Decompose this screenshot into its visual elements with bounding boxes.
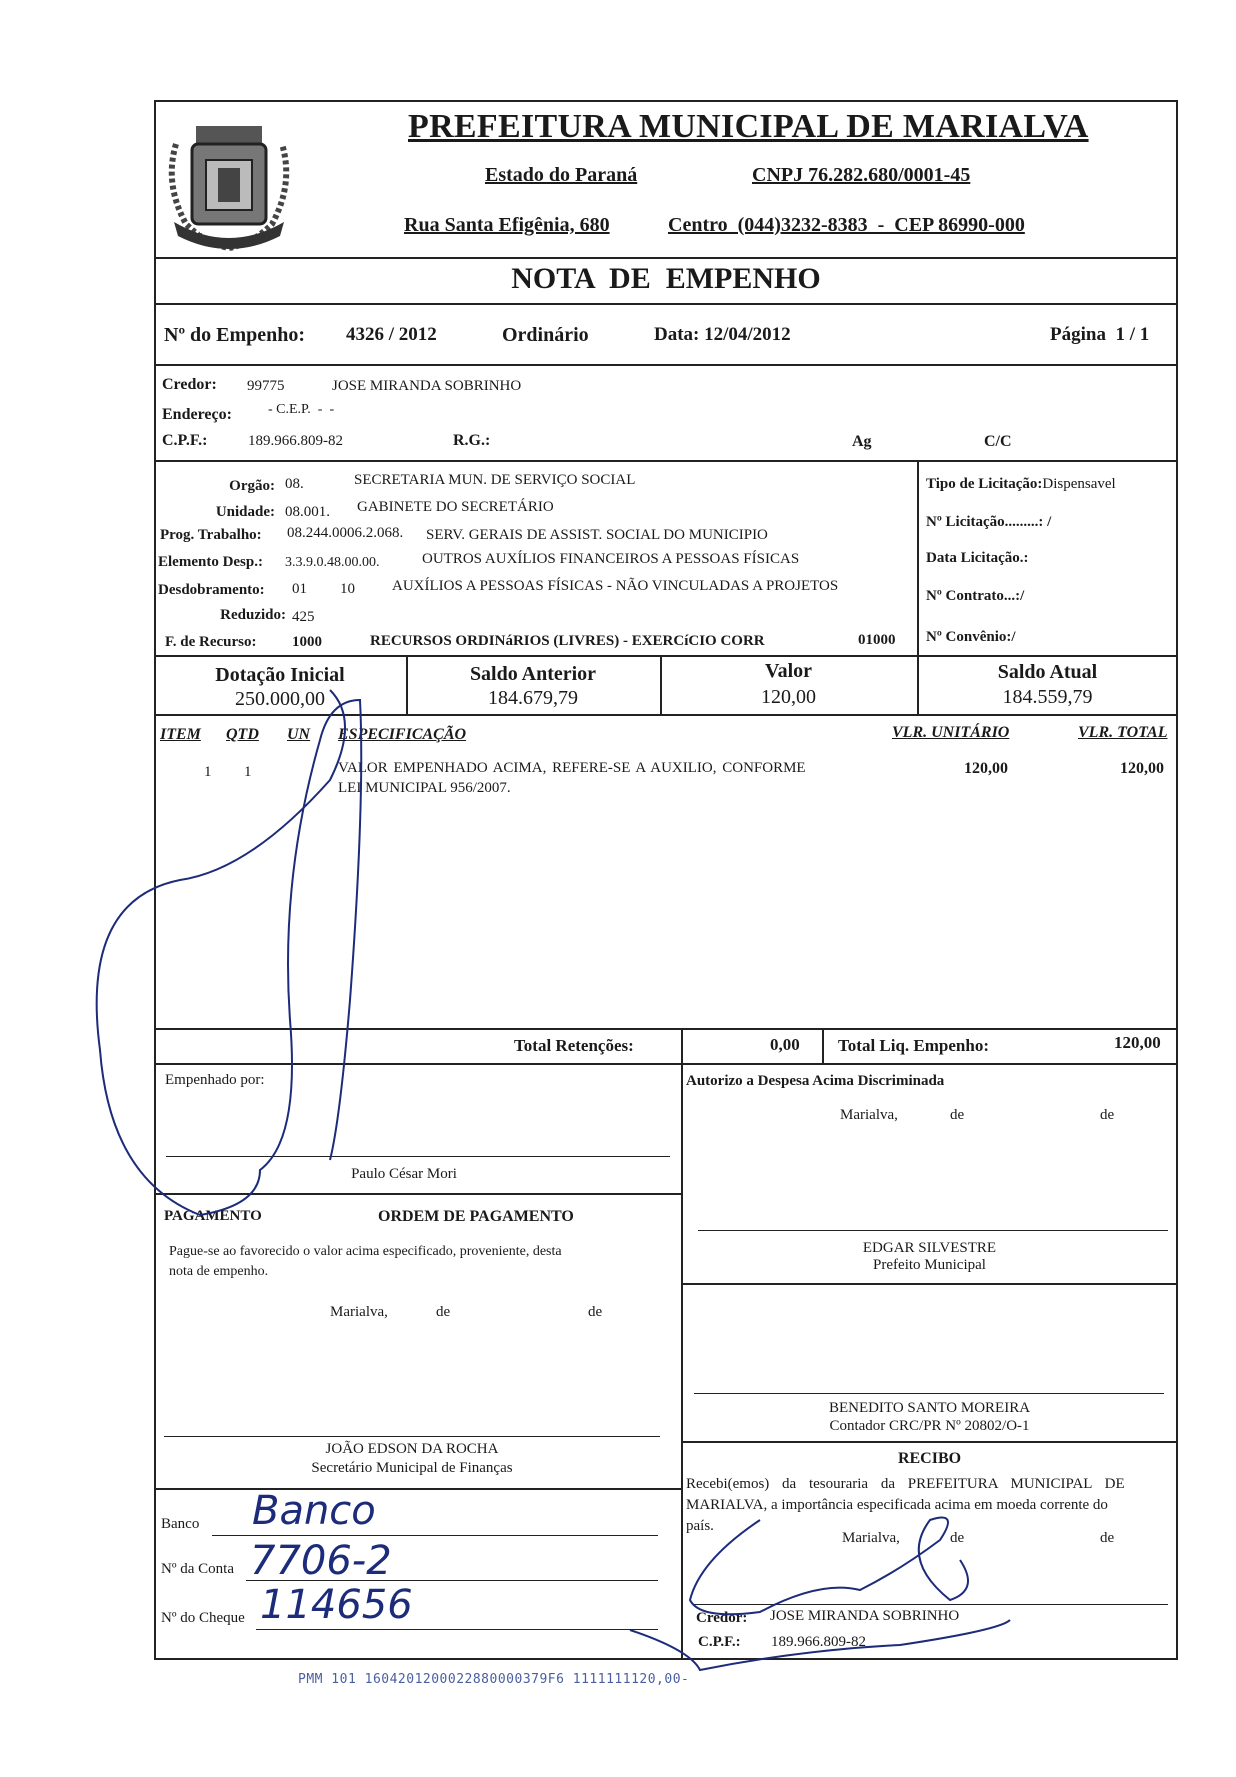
recibo-cpf-value: 189.966.809-82	[771, 1634, 866, 1650]
prog-desc: SERV. GERAIS DE ASSIST. SOCIAL DO MUNICIPIO	[426, 527, 768, 543]
conta-label: Nº da Conta	[161, 1561, 234, 1577]
col-especificacao: ESPECIFICAÇÃO	[338, 726, 467, 743]
item-desc-line2: LEI MUNICIPAL 956/2007.	[338, 780, 511, 796]
item-unit-value: 120,00	[964, 760, 1008, 777]
footer-machine-code: PMM 101 1604201200022880000379F6 1111111120,00-	[298, 1672, 690, 1687]
elemento-label: Elemento Desp.:	[158, 554, 263, 570]
col-qtd: QTD	[226, 726, 259, 743]
col-item: ITEM	[160, 726, 201, 743]
seal-banner-text: MARIALVA	[196, 224, 253, 236]
contador-role: Contador CRC/PR Nº 20802/O-1	[829, 1418, 1030, 1434]
address-contact: Centro (044)3232-8383 - CEP 86990-000	[668, 214, 1025, 236]
state-label: Estado do Paraná	[485, 164, 638, 186]
recibo-city: Marialva,	[842, 1530, 900, 1546]
total-liquido-value: 120,00	[1114, 1033, 1161, 1052]
fonte-desc: RECURSOS ORDINáRIOS (LIVRES) - EXERCíCIO CORR	[370, 633, 765, 649]
pagamento-de-2: de	[588, 1304, 603, 1320]
item-total-value: 120,00	[1120, 760, 1164, 777]
autorizo-label: Autorizo a Despesa Acima Discriminada	[686, 1073, 945, 1089]
credor-code: 99775	[247, 378, 285, 394]
recibo-text-line3: país.	[686, 1518, 714, 1534]
credor-name: JOSE MIRANDA SOBRINHO	[332, 378, 522, 394]
ordem-pagamento-label: ORDEM DE PAGAMENTO	[378, 1208, 574, 1225]
empenho-number-label: Nº do Empenho:	[164, 324, 306, 346]
pagamento-label: PAGAMENTO	[164, 1208, 262, 1224]
pagamento-text-line1: Pague-se ao favorecido o valor acima especificado, proveniente, desta	[169, 1244, 562, 1259]
autorizo-city: Marialva,	[840, 1107, 898, 1123]
desdobramento-desc: AUXÍLIOS A PESSOAS FÍSICAS - NÃO VINCULADAS A PROJETOS	[392, 578, 839, 594]
banco-handwritten: Banco	[252, 1488, 376, 1534]
pagamento-city: Marialva,	[330, 1304, 388, 1320]
recibo-text-line2: MARIALVA, a importância especificada acima em moeda corrente do	[686, 1497, 1108, 1513]
pagamento-text-line2: nota de empenho.	[169, 1264, 269, 1279]
page-title: PREFEITURA MUNICIPAL DE MARIALVA	[408, 108, 1089, 145]
reduzido-label: Reduzido:	[220, 607, 286, 623]
unidade-code: 08.001.	[285, 504, 330, 520]
empenho-number: 4326 / 2012	[346, 324, 437, 345]
tipo-licitacao-label: Tipo de Licitação:	[926, 476, 1043, 492]
contador-name: BENEDITO SANTO MOREIRA	[828, 1400, 1031, 1416]
cnpj-label: CNPJ 76.282.680/0001-45	[752, 164, 971, 186]
secretario-role: Secretário Municipal de Finanças	[311, 1460, 513, 1476]
total-liquido-label: Total Liq. Empenho:	[838, 1036, 989, 1055]
item-qtd: 1	[244, 764, 252, 780]
col-vlr-total: VLR. TOTAL	[1078, 724, 1168, 741]
saldo-anterior-value: 184.679,79	[488, 687, 578, 709]
rg-label: R.G.:	[453, 432, 491, 449]
saldo-anterior-label: Saldo Anterior	[469, 663, 597, 685]
prog-label: Prog. Trabalho:	[160, 527, 262, 543]
prefeito-role: Prefeito Municipal	[873, 1257, 986, 1273]
tipo-licitacao	[926, 476, 1116, 493]
numero-contrato: Nº Contrato...:/	[926, 588, 1025, 604]
address-label: Rua Santa Efigênia, 680	[404, 214, 610, 236]
empenho-type: Ordinário	[502, 324, 589, 346]
numero-licitacao: Nº Licitação.........: /	[926, 514, 1052, 530]
col-un: UN	[287, 726, 311, 743]
prog-code: 08.244.0006.2.068.	[287, 525, 404, 541]
municipal-seal	[156, 104, 302, 256]
col-vlr-unitario: VLR. UNITÁRIO	[892, 724, 1010, 741]
unidade-desc: GABINETE DO SECRETÁRIO	[357, 499, 554, 515]
fonte-code-2: 01000	[858, 632, 896, 648]
fonte-label: F. de Recurso:	[165, 634, 257, 650]
tipo-licitacao-value: Dispensavel	[1042, 476, 1116, 492]
ag-label: Ag	[852, 433, 872, 450]
desdobramento-a: 01	[292, 581, 307, 597]
orgao-desc: SECRETARIA MUN. DE SERVIÇO SOCIAL	[354, 472, 636, 488]
recibo-de-2: de	[1100, 1530, 1115, 1546]
valor-label: Valor	[764, 660, 813, 682]
dotacao-label: Dotação Inicial	[215, 664, 345, 686]
data-licitacao: Data Licitação.:	[926, 550, 1029, 566]
item-desc-line1: VALOR EMPENHADO ACIMA, REFERE-SE A AUXILIO, CONFORME	[338, 760, 806, 776]
credor-cpf: 189.966.809-82	[248, 433, 343, 449]
reduzido-value: 425	[292, 609, 315, 625]
recibo-de-1: de	[950, 1530, 965, 1546]
desdobramento-b: 10	[340, 581, 355, 597]
recibo-cpf-label: C.P.F.:	[698, 1634, 741, 1650]
unidade-label: Unidade:	[215, 504, 275, 520]
secretario-name: JOÃO EDSON DA ROCHA	[325, 1441, 499, 1457]
empenho-date: Data: 12/04/2012	[654, 324, 791, 345]
address-field-label: Endereço:	[162, 406, 232, 423]
cc-label: C/C	[984, 433, 1012, 450]
conta-handwritten: 7706-2	[250, 1538, 392, 1584]
valor-value: 120,00	[761, 686, 816, 708]
item-number: 1	[204, 764, 212, 780]
dotacao-value: 250.000,00	[235, 688, 325, 710]
fonte-code: 1000	[292, 634, 322, 650]
elemento-code: 3.3.9.0.48.00.00.	[285, 555, 380, 570]
pagamento-de-1: de	[436, 1304, 451, 1320]
orgao-label: Orgão:	[229, 478, 275, 494]
empenhado-por-label: Empenhado por:	[165, 1072, 265, 1088]
cpf-label: C.P.F.:	[162, 432, 208, 449]
recibo-title: RECIBO	[897, 1450, 962, 1467]
total-retencoes-label: Total Retenções:	[514, 1036, 634, 1055]
autorizo-de-2: de	[1100, 1107, 1115, 1123]
banco-label: Banco	[161, 1516, 200, 1532]
cheque-handwritten: 114656	[260, 1582, 413, 1628]
recibo-credor-name: JOSE MIRANDA SOBRINHO	[770, 1608, 960, 1624]
cheque-label: Nº do Cheque	[161, 1610, 245, 1626]
recibo-credor-label: Credor:	[696, 1610, 748, 1626]
saldo-atual-value: 184.559,79	[1002, 686, 1093, 708]
page-number: Página 1 / 1	[1050, 324, 1150, 345]
saldo-atual-label: Saldo Atual	[997, 661, 1098, 683]
empenhado-por-name: Paulo César Mori	[351, 1166, 457, 1182]
desdobramento-label: Desdobramento:	[158, 582, 265, 598]
orgao-code: 08.	[285, 476, 304, 492]
elemento-desc: OUTROS AUXÍLIOS FINANCEIROS A PESSOAS FÍSICAS	[422, 551, 800, 567]
numero-convenio: Nº Convênio:/	[926, 629, 1016, 645]
autorizo-de-1: de	[950, 1107, 965, 1123]
total-retencoes-value: 0,00	[770, 1035, 800, 1054]
prefeito-name: EDGAR SILVESTRE	[862, 1240, 997, 1256]
credor-label: Credor:	[162, 376, 217, 393]
credor-address: - C.E.P. - -	[268, 402, 335, 417]
recibo-text-line1: Recebi(emos) da tesouraria da PREFEITURA MUNICIPAL DE	[686, 1476, 1125, 1492]
document-title: NOTA DE EMPENHO	[511, 262, 821, 295]
